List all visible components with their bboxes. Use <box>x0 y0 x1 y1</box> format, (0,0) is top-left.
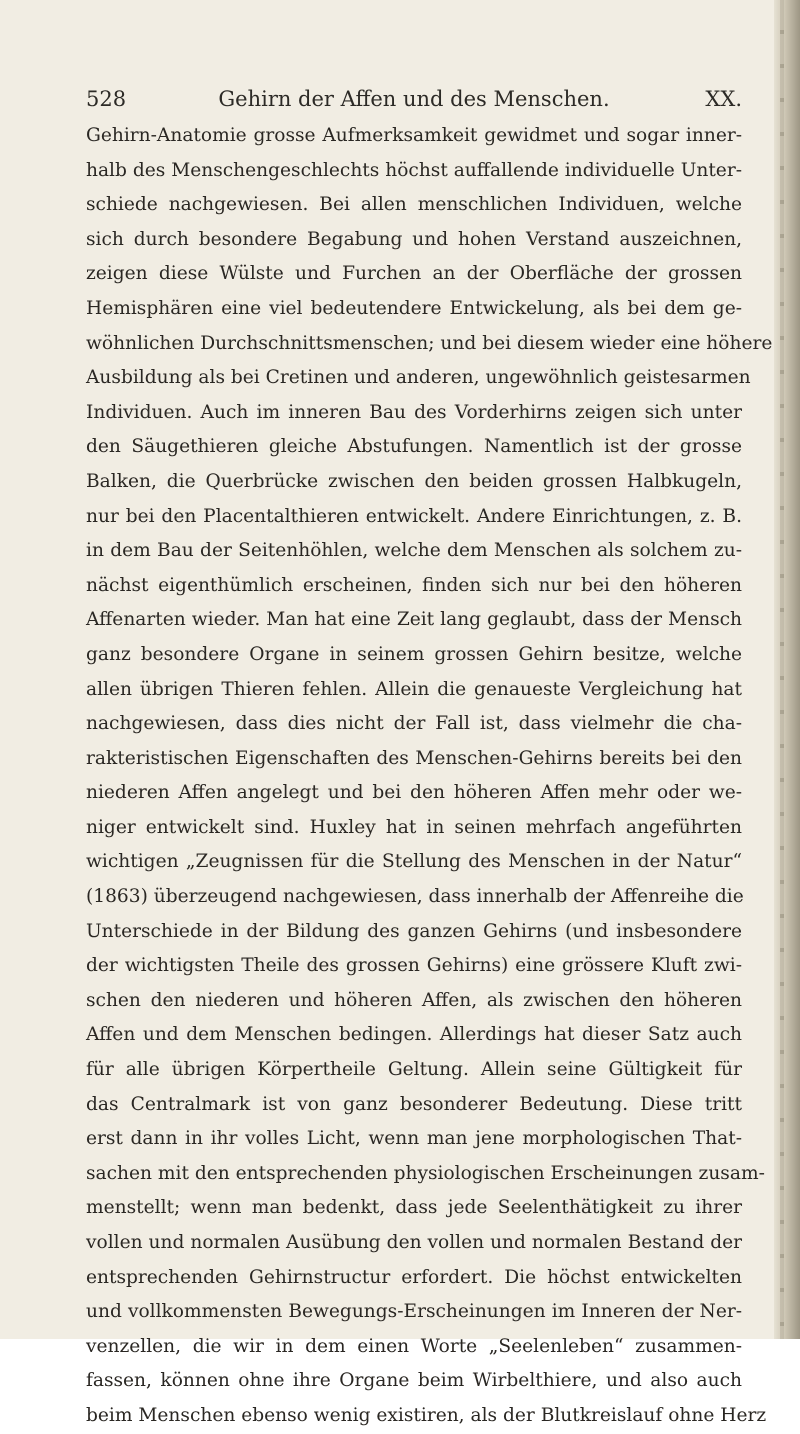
text-line: nächst eigenthümlich erscheinen, finden sich nur bei den höheren <box>86 574 742 596</box>
text-line: vollen und normalen Ausübung den vollen und normalen Bestand der <box>86 1232 742 1253</box>
text-line: Affen und dem Menschen bedingen. Allerdings hat dieser Satz auch <box>86 1024 742 1046</box>
text-line: in dem Bau der Seitenhöhlen, welche dem Menschen als solchem zu- <box>86 540 742 562</box>
text-line: Ausbildung als bei Cretinen und anderen, ungewöhnlich geistesarmen <box>86 367 751 389</box>
page-edge-binding <box>774 0 800 1339</box>
text-line: fassen, können ohne ihre Organe beim Wirbelthiere, und also auch <box>86 1370 742 1392</box>
text-line: erst dann in ihr volles Licht, wenn man jene morphologischen That- <box>86 1128 742 1150</box>
text-line: Hemisphären eine viel bedeutendere Entwickelung, als bei dem ge- <box>86 297 742 319</box>
page-number: 528 <box>86 87 127 111</box>
text-line: Affenarten wieder. Man hat eine Zeit lang geglaubt, dass der Mensch <box>86 609 742 631</box>
text-line: sich durch besondere Begabung und hohen Verstand auszeichnen, <box>86 228 742 250</box>
chapter-number: XX. <box>705 87 742 111</box>
text-line: wichtigen „Zeugnissen für die Stellung des Menschen in der Natur“ <box>86 851 742 873</box>
text-line: das Centralmark ist von ganz besonderer Bedeutung. Diese tritt <box>86 1093 742 1115</box>
text-line: Gehirn-Anatomie grosse Aufmerksamkeit gewidmet und sogar inner- <box>86 125 742 146</box>
text-line: sachen mit den entsprechenden physiologischen Erscheinungen zusam- <box>86 1162 765 1184</box>
text-line: wöhnlichen Durchschnittsmenschen; und bei diesem wieder eine höhere <box>86 332 773 354</box>
text-line: Individuen. Auch im inneren Bau des Vorderhirns zeigen sich unter <box>86 401 742 423</box>
running-head <box>86 82 742 116</box>
text-line: halb des Menschengeschlechts höchst auffallende individuelle Unter- <box>86 159 742 181</box>
text-line: der wichtigsten Theile des grossen Gehirns) eine grössere Kluft zwi- <box>86 955 742 977</box>
body-text <box>86 119 773 1434</box>
text-line: den Säugethieren gleiche Abstufungen. Namentlich ist der grosse <box>86 436 742 458</box>
text-line: schiede nachgewiesen. Bei allen menschlichen Individuen, welche <box>86 194 742 216</box>
text-line: venzellen, die wir in dem einen Worte „Seelenleben“ zusammen- <box>86 1335 742 1357</box>
text-line: beim Menschen ebenso wenig existiren, als der Blutkreislauf ohne Herz <box>86 1404 767 1426</box>
running-head-title: Gehirn der Affen und des Menschen. <box>218 87 610 111</box>
text-line: Balken, die Querbrücke zwischen den beiden grossen Halbkugeln, <box>86 470 742 492</box>
text-line: zeigen diese Wülste und Furchen an der Oberfläche der grossen <box>86 263 742 285</box>
text-line: schen den niederen und höheren Affen, als zwischen den höheren <box>86 989 742 1011</box>
text-line: menstellt; wenn man bedenkt, dass jede Seelenthätigkeit zu ihrer <box>86 1197 742 1219</box>
text-line: niger entwickelt sind. Huxley hat in seinen mehrfach angeführten <box>86 816 742 838</box>
text-line: und vollkommensten Bewegungs-Erscheinungen im Inneren der Ner- <box>86 1301 742 1323</box>
text-line: entsprechenden Gehirnstructur erfordert. Die höchst entwickelten <box>86 1266 742 1288</box>
text-line: niederen Affen angelegt und bei den höheren Affen mehr oder we- <box>86 782 742 804</box>
text-line: (1863) überzeugend nachgewiesen, dass innerhalb der Affenreihe die <box>86 886 744 908</box>
text-line: allen übrigen Thieren fehlen. Allein die genaueste Vergleichung hat <box>86 678 742 700</box>
text-line: für alle übrigen Körpertheile Geltung. Allein seine Gültigkeit für <box>86 1059 742 1081</box>
text-line: ganz besondere Organe in seinem grossen Gehirn besitze, welche <box>86 643 742 665</box>
text-line: rakteristischen Eigenschaften des Menschen-Gehirns bereits bei den <box>86 747 742 769</box>
text-line: Unterschiede in der Bildung des ganzen Gehirns (und insbesondere <box>86 920 742 942</box>
text-line: nachgewiesen, dass dies nicht der Fall ist, dass vielmehr die cha- <box>86 713 742 735</box>
text-line: nur bei den Placentalthieren entwickelt. Andere Einrichtungen, z. B. <box>86 505 742 527</box>
